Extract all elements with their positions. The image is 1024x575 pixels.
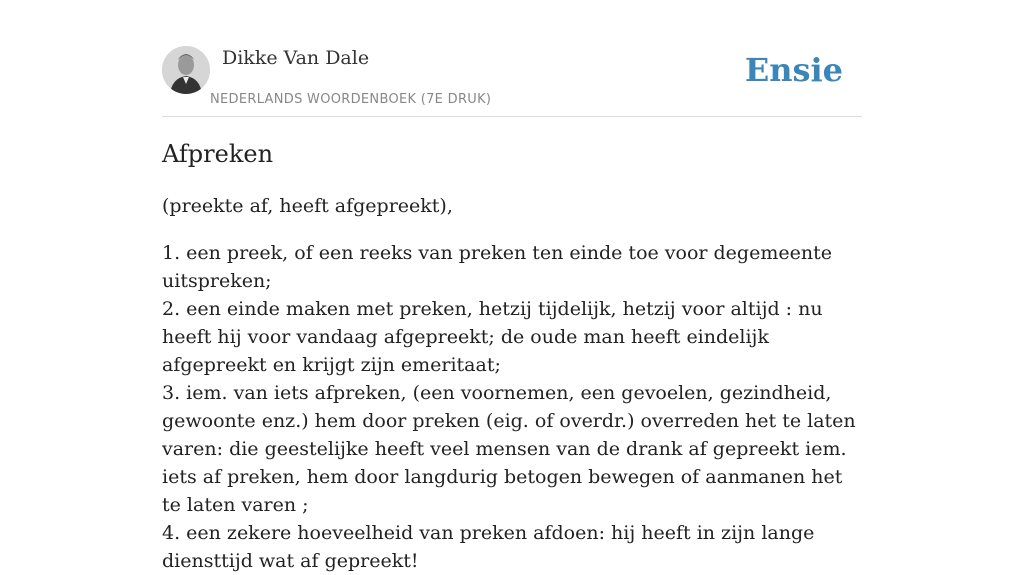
definition-item: 4. een zekere hoeveelheid van preken afdoen: hij heeft in zijn lange diensttijd wat af gepreekt! (162, 522, 815, 572)
definition-item: 1. een preek, of een reeks van preken ten einde toe voor degemeente uitspreken; (162, 242, 832, 292)
definition-list (162, 239, 862, 575)
entry-title: Afpreken (162, 140, 274, 168)
definition-item: 2. een einde maken met preken, hetzij tijdelijk, hetzij voor altijd : nu heeft hij voor vandaag afgepreekt; de oude man heeft eindelijk afgepreekt en krijgt zijn emeritaat; (162, 298, 823, 376)
portrait-avatar-icon (162, 46, 210, 94)
source-name[interactable]: NEDERLANDS WOORDENBOEK (7E DRUK) (210, 92, 492, 107)
entry-header (162, 46, 862, 117)
author-avatar[interactable] (162, 46, 210, 94)
entry-forms: (preekte af, heeft afgepreekt), (162, 195, 453, 217)
definition-item: 3. iem. van iets afpreken, (een voornemen, een gevoelen, gezindheid, gewoonte enz.) hem door preken (eig. of overdr.) overreden het te laten varen: die geestelijke heeft veel mensen van de drank af gepreekt iem. iets af preken, hem door langdurig betogen bewegen of aanmanen het te laten varen ; (162, 382, 856, 516)
brand-logo[interactable]: Ensie (744, 51, 843, 89)
author-name[interactable]: Dikke Van Dale (222, 47, 370, 69)
